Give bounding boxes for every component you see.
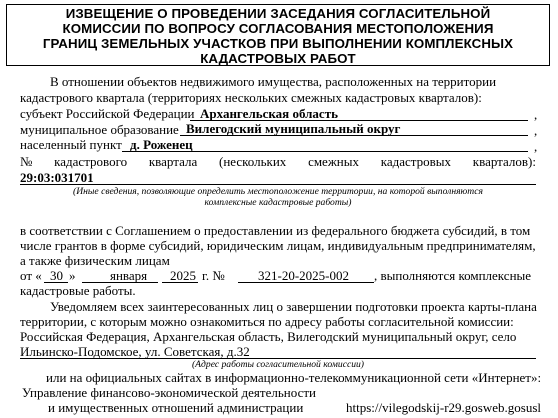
date-close-quote: » [69, 268, 76, 283]
notify-line-1: Уведомляем всех заинтересованных лиц о завершении подготовки проекта карты-плана [50, 299, 537, 314]
location-note-line-2: комплексные кадастровые работы) [204, 197, 352, 208]
date-month: января [110, 268, 148, 283]
agreement-line-1: в соответствии с Соглашением о предоставлении из федерального бюджета субсидий, в том [20, 223, 531, 238]
settlement-underline [122, 151, 528, 152]
address-note: (Адрес работы согласительной комиссии) [191, 359, 365, 370]
municipal-value: Вилегодский муниципальный округ [186, 121, 401, 136]
title-line-4: КАДАСТРОВЫХ РАБОТ [200, 51, 356, 66]
subject-comma: , [534, 107, 538, 122]
intro-line-1: В отношении объектов недвижимого имущества, расположенных на территории [50, 74, 497, 89]
date-year-underline [162, 282, 198, 283]
date-year-suffix: г. № [202, 268, 225, 283]
location-note-line-1: (Иные сведения, позволяющие определить местоположение территории, на которой выполняются [73, 186, 483, 197]
date-prefix: от « [20, 268, 42, 283]
settlement-comma: , [534, 139, 538, 154]
org-line-2: и имущественных отношений администрации [48, 400, 304, 415]
notice-title-box [6, 4, 550, 66]
date-day: 30 [50, 268, 63, 283]
org-url: https://vilegodskij-r29.gosweb.gosusl [346, 400, 541, 415]
title-line-2: КОМИССИИ ПО ВОПРОСУ СОГЛАСОВАНИЯ МЕСТОПОЛОЖЕНИЯ [62, 21, 494, 36]
contract-number: 321-20-2025-002 [258, 268, 349, 283]
settlement-label: населенный пункт [20, 137, 122, 152]
quarters-label: № кадастрового квартала (нескольких смежных кадастровых кварталов): [20, 154, 536, 169]
municipal-comma: , [534, 123, 538, 138]
contract-tail: , выполняются комплексные [374, 268, 532, 283]
municipal-label: муниципальное образование [20, 122, 179, 137]
municipal-underline [180, 135, 528, 136]
notify-line-3: Российская Федерация, Архангельская область, Вилегодский муниципальный округ, село [20, 329, 517, 344]
sites-line: или на официальных сайтах в информационно-телекоммуникационной сети «Интернет»: [46, 370, 542, 385]
title-line-1: ИЗВЕЩЕНИЕ О ПРОВЕДЕНИИ ЗАСЕДАНИЯ СОГЛАСИТЕЛЬНОЙ [65, 6, 491, 21]
notify-line-4: Ильинско-Подомское, ул. Советская, д.32 [20, 344, 250, 359]
quarters-underline [20, 184, 536, 185]
intro-line-2: кадастрового квартала (территориях нескольких смежных кадастровых кварталов): [20, 90, 482, 105]
notify-line-2: территории, с которым можно ознакомиться по адресу работы согласительной комиссии: [20, 314, 514, 329]
settlement-value: д. Роженец [130, 137, 193, 152]
contract-number-underline [238, 282, 374, 283]
subject-value: Архангельская область [200, 106, 338, 121]
agreement-line-2: числе грантов в форме субсидий, юридическим лицам, индивидуальным предпринимателям, [20, 238, 536, 253]
date-year: 2025 [170, 268, 196, 283]
quarters-value: 29:03:031701 [20, 170, 94, 185]
cadastral-works-text: кадастровые работы. [20, 283, 136, 298]
title-line-3: ГРАНИЦ ЗЕМЕЛЬНЫХ УЧАСТКОВ ПРИ ВЫПОЛНЕНИИ КОМПЛЕКСНЫХ [42, 36, 514, 51]
subject-label: субъект Российской Федерации [20, 106, 195, 121]
org-line-1: Управление финансово-экономической деятельности [22, 385, 316, 400]
agreement-line-3: а также физическим лицам [20, 253, 170, 268]
